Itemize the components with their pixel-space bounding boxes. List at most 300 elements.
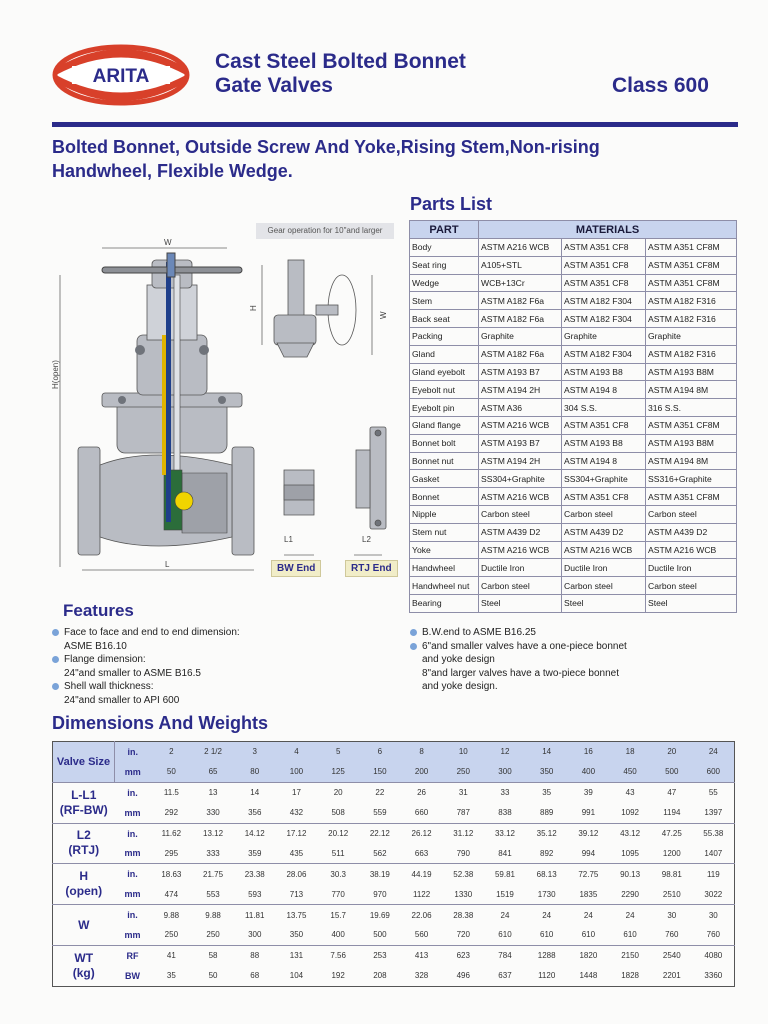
- dim-value: 38.19: [359, 864, 401, 884]
- dim-value: 1519: [496, 889, 514, 899]
- dim-value: 208: [373, 971, 387, 981]
- material-cell: ASTM A182 F316: [646, 310, 737, 328]
- parts-row: [410, 345, 737, 363]
- dim-name: [53, 782, 115, 823]
- size-in: 18: [609, 742, 651, 762]
- unit-label: mm: [124, 889, 141, 900]
- dim-value: 660: [414, 808, 429, 818]
- material-cell: Carbon steel: [646, 505, 737, 523]
- dim-value: 26.12: [401, 823, 443, 843]
- dim-value: 43.12: [609, 823, 651, 843]
- dim-value: 20: [317, 782, 359, 802]
- material-cell: ASTM A439 D2: [646, 523, 737, 541]
- dim-value: 9.88: [151, 905, 193, 925]
- dim-value: 31.12: [442, 823, 484, 843]
- dim-value: 31: [442, 782, 484, 802]
- dim-name: [53, 945, 115, 986]
- dim-value: 15.7: [317, 905, 359, 925]
- dim-value: 2150: [609, 945, 651, 965]
- size-mm: 300: [484, 762, 526, 782]
- feature-text: 6"and smaller valves have a one-piece bonnet: [422, 640, 627, 652]
- part-name: Wedge: [410, 274, 479, 292]
- dim-value: 21.75: [192, 864, 234, 884]
- dim-value: 68: [250, 971, 260, 981]
- dim-value: 1730: [537, 889, 556, 899]
- material-cell: 304 S.S.: [562, 399, 646, 417]
- parts-row: [410, 381, 737, 399]
- size-in: 16: [568, 742, 610, 762]
- dim-value: 560: [414, 930, 429, 940]
- dim-value: 250: [164, 930, 179, 940]
- material-cell: ASTM A182 F316: [646, 292, 737, 310]
- material-cell: ASTM A182 F304: [562, 310, 646, 328]
- dim-value: 359: [248, 848, 262, 858]
- part-name: Handwheel nut: [410, 577, 479, 595]
- material-cell: ASTM A216 WCB: [562, 541, 646, 559]
- size-in: 20: [651, 742, 693, 762]
- dim-value: 511: [331, 848, 345, 858]
- dim-value: 24: [526, 905, 568, 925]
- unit-label: in.: [115, 864, 151, 884]
- dim-value: 2201: [662, 971, 681, 981]
- dim-value: 295: [164, 848, 179, 858]
- dim-value: 593: [248, 889, 262, 899]
- dim-value: 58: [192, 945, 234, 965]
- dim-value: 30: [651, 905, 693, 925]
- parts-table: [409, 220, 737, 613]
- svg-text:H(open): H(open): [51, 360, 60, 389]
- material-cell: ASTM A182 F6a: [479, 310, 562, 328]
- dim-value: 35.12: [526, 823, 568, 843]
- parts-row: [410, 310, 737, 328]
- size-in: 6: [359, 742, 401, 762]
- dim-value: 13: [192, 782, 234, 802]
- part-name: Bonnet nut: [410, 452, 479, 470]
- material-cell: WCB+13Cr: [479, 274, 562, 292]
- svg-text:L2: L2: [362, 535, 371, 544]
- dim-row: [53, 864, 735, 884]
- dim-row: [53, 905, 735, 925]
- parts-row: [410, 239, 737, 257]
- dim-value: 610: [581, 930, 596, 940]
- rtj-end-label: RTJ End: [345, 560, 398, 577]
- material-cell: ASTM A194 8: [562, 452, 646, 470]
- dim-value: 2510: [662, 889, 681, 899]
- parts-row: [410, 594, 737, 612]
- material-cell: Steel: [646, 594, 737, 612]
- dim-value: 39.12: [568, 823, 610, 843]
- material-cell: Ductile Iron: [562, 559, 646, 577]
- material-cell: ASTM A439 D2: [562, 523, 646, 541]
- dim-row: [53, 823, 735, 843]
- dim-value: 292: [164, 808, 179, 818]
- feature-detail: 24"and smaller to ASME B16.5: [64, 667, 201, 679]
- material-cell: Graphite: [562, 327, 646, 345]
- feature-item: [52, 680, 372, 707]
- material-cell: ASTM A439 D2: [479, 523, 562, 541]
- material-cell: ASTM A182 F304: [562, 292, 646, 310]
- material-cell: ASTM A182 F6a: [479, 292, 562, 310]
- svg-text:H: H: [249, 305, 258, 311]
- dim-value: 14.12: [234, 823, 276, 843]
- dim-row: [53, 843, 735, 863]
- dim-value: 22.12: [359, 823, 401, 843]
- size-in: 14: [526, 742, 568, 762]
- part-name: Yoke: [410, 541, 479, 559]
- material-cell: ASTM A194 8M: [646, 381, 737, 399]
- size-mm: 400: [568, 762, 610, 782]
- dim-value: 47: [651, 782, 693, 802]
- svg-text:L: L: [165, 560, 170, 569]
- dim-row: [53, 803, 735, 823]
- material-cell: Steel: [562, 594, 646, 612]
- valve-size-label: Valve Size: [53, 742, 115, 783]
- bullet-icon: [52, 629, 59, 636]
- dim-value: 3360: [704, 971, 723, 981]
- dim-value: 300: [248, 930, 262, 940]
- dim-value: 413: [401, 945, 443, 965]
- size-mm: 100: [276, 762, 318, 782]
- dim-value: 18.63: [151, 864, 193, 884]
- dim-value: 663: [414, 848, 429, 858]
- dim-value: 43: [609, 782, 651, 802]
- dim-value: 991: [581, 808, 596, 818]
- size-in: 5: [317, 742, 359, 762]
- dim-value: 9.88: [192, 905, 234, 925]
- page-title: Cast Steel Bolted Bonnet Gate Valves: [215, 50, 466, 97]
- material-cell: ASTM A216 WCB: [646, 541, 737, 559]
- size-in: 2 1/2: [192, 742, 234, 762]
- part-name: Nipple: [410, 505, 479, 523]
- dim-value: 24: [484, 905, 526, 925]
- material-cell: ASTM A193 B7: [479, 363, 562, 381]
- parts-row: [410, 327, 737, 345]
- dim-value: 350: [289, 930, 304, 940]
- dim-name-line: L-L1: [71, 787, 97, 802]
- bullet-icon: [52, 656, 59, 663]
- dim-value: 559: [373, 808, 387, 818]
- unit-label: in.: [115, 905, 151, 925]
- feature-item: [410, 626, 730, 640]
- features-right: [410, 626, 730, 694]
- dim-value: 435: [289, 848, 304, 858]
- dim-value: 1407: [704, 848, 723, 858]
- dim-value: 22: [359, 782, 401, 802]
- parts-row: [410, 399, 737, 417]
- material-cell: ASTM A194 8M: [646, 452, 737, 470]
- dim-value: 1397: [704, 808, 723, 818]
- material-cell: 316 S.S.: [646, 399, 737, 417]
- part-name: Handwheel: [410, 559, 479, 577]
- unit-label: mm: [124, 807, 141, 818]
- dim-value: 20.12: [317, 823, 359, 843]
- size-in: 24: [693, 742, 735, 762]
- arita-logo: [52, 44, 190, 106]
- dim-value: 7.56: [317, 945, 359, 965]
- size-mm: 150: [359, 762, 401, 782]
- dim-name-sub: (kg): [72, 965, 95, 980]
- dim-value: 28.38: [442, 905, 484, 925]
- material-cell: ASTM A194 2H: [479, 452, 562, 470]
- parts-row: [410, 559, 737, 577]
- feature-detail: 8"and larger valves have a two-piece bonnet: [422, 667, 620, 679]
- dim-row: [53, 945, 735, 965]
- dim-value: 790: [456, 848, 470, 858]
- dim-name-sub: (open): [65, 884, 103, 899]
- dim-value: 24: [568, 905, 610, 925]
- dim-row: [53, 966, 735, 986]
- svg-text:W: W: [164, 238, 172, 247]
- part-name: Gasket: [410, 470, 479, 488]
- dim-row: [53, 782, 735, 802]
- material-cell: Graphite: [646, 327, 737, 345]
- dim-value: 26: [401, 782, 443, 802]
- material-cell: ASTM A193 B8: [562, 434, 646, 452]
- material-cell: SS316+Graphite: [646, 470, 737, 488]
- material-cell: ASTM A182 F6a: [479, 345, 562, 363]
- parts-row: [410, 363, 737, 381]
- dim-value: 33: [484, 782, 526, 802]
- material-cell: ASTM A216 WCB: [479, 488, 562, 506]
- dim-value: 889: [540, 808, 554, 818]
- dim-value: 88: [234, 945, 276, 965]
- size-mm: 50: [151, 762, 193, 782]
- dim-value: 970: [373, 889, 387, 899]
- feature-item: [52, 653, 372, 680]
- size-mm: 450: [609, 762, 651, 782]
- dim-value: 55: [693, 782, 735, 802]
- dim-value: 1288: [526, 945, 568, 965]
- feature-text: B.W.end to ASME B16.25: [422, 627, 536, 638]
- dimensions-table: [52, 741, 735, 987]
- material-cell: ASTM A216 WCB: [479, 239, 562, 257]
- dim-value: 11.81: [234, 905, 276, 925]
- dim-value: 562: [373, 848, 387, 858]
- dim-row: [53, 925, 735, 945]
- feature-item: [410, 640, 730, 694]
- dim-value: 841: [498, 848, 512, 858]
- size-mm: 125: [317, 762, 359, 782]
- dim-value: 610: [498, 930, 512, 940]
- dim-value: 17.12: [276, 823, 318, 843]
- parts-row: [410, 434, 737, 452]
- dim-value: 192: [331, 971, 345, 981]
- feature-detail: and yoke design.: [422, 681, 498, 692]
- dim-value: 28.06: [276, 864, 318, 884]
- dim-value: 59.81: [484, 864, 526, 884]
- material-cell: ASTM A351 CF8M: [646, 488, 737, 506]
- parts-row: [410, 256, 737, 274]
- material-cell: ASTM A351 CF8: [562, 239, 646, 257]
- dim-value: 19.69: [359, 905, 401, 925]
- parts-row: [410, 274, 737, 292]
- dim-value: 610: [540, 930, 554, 940]
- material-cell: ASTM A193 B8M: [646, 363, 737, 381]
- feature-detail: 24"and smaller to API 600: [64, 694, 180, 706]
- material-cell: ASTM A351 CF8M: [646, 239, 737, 257]
- unit-label: in.: [115, 782, 151, 802]
- size-row-in: [53, 742, 735, 762]
- material-cell: ASTM A194 8: [562, 381, 646, 399]
- gear-operation-note: Gear operation for 10"and larger: [256, 223, 394, 239]
- size-in: 2: [151, 742, 193, 762]
- features-title: Features: [63, 601, 134, 620]
- size-in: 4: [276, 742, 318, 762]
- dim-value: 11.62: [151, 823, 193, 843]
- dim-value: 784: [484, 945, 526, 965]
- dim-value: 98.81: [651, 864, 693, 884]
- dim-value: 23.38: [234, 864, 276, 884]
- dim-value: 1448: [579, 971, 598, 981]
- dim-value: 253: [359, 945, 401, 965]
- feature-detail: ASME B16.10: [64, 640, 127, 652]
- size-mm: 80: [234, 762, 276, 782]
- feature-text: Shell wall thickness:: [64, 681, 154, 692]
- size-mm: 600: [693, 762, 735, 782]
- size-mm: 250: [442, 762, 484, 782]
- dim-value: 22.06: [401, 905, 443, 925]
- bullet-icon: [52, 683, 59, 690]
- material-cell: ASTM A351 CF8: [562, 256, 646, 274]
- dim-value: 52.38: [442, 864, 484, 884]
- material-cell: ASTM A193 B8: [562, 363, 646, 381]
- dim-value: 720: [456, 930, 470, 940]
- material-cell: ASTM A351 CF8: [562, 274, 646, 292]
- dim-value: 2290: [621, 889, 639, 899]
- part-name: Body: [410, 239, 479, 257]
- bw-end-label: BW End: [271, 560, 321, 577]
- part-name: Stem nut: [410, 523, 479, 541]
- logo-text: ARITA: [92, 66, 150, 87]
- dim-value: 13.75: [276, 905, 318, 925]
- material-cell: ASTM A182 F304: [562, 345, 646, 363]
- dim-name-line: L2: [76, 828, 91, 843]
- part-name: Eyebolt nut: [410, 381, 479, 399]
- dim-value: 13.12: [192, 823, 234, 843]
- dim-value: 2540: [651, 945, 693, 965]
- dim-name-line: W: [78, 917, 90, 932]
- dim-name-sub: (RTJ): [68, 843, 100, 858]
- size-mm: 65: [192, 762, 234, 782]
- material-cell: ASTM A351 CF8M: [646, 416, 737, 434]
- dim-value: 1200: [662, 848, 681, 858]
- material-cell: ASTM A182 F316: [646, 345, 737, 363]
- unit-label: BW: [125, 970, 140, 981]
- dim-value: 333: [206, 848, 220, 858]
- dim-value: 432: [289, 808, 304, 818]
- size-mm: 350: [526, 762, 568, 782]
- material-cell: ASTM A36: [479, 399, 562, 417]
- material-cell: Carbon steel: [479, 577, 562, 595]
- dim-value: 474: [164, 889, 179, 899]
- parts-row: [410, 488, 737, 506]
- feature-text: Face to face and end to end dimension:: [64, 627, 240, 638]
- material-cell: ASTM A351 CF8M: [646, 274, 737, 292]
- dim-value: 1194: [663, 808, 681, 818]
- dim-value: 400: [331, 930, 345, 940]
- dim-value: 1835: [579, 889, 598, 899]
- dim-value: 72.75: [568, 864, 610, 884]
- dim-value: 47.25: [651, 823, 693, 843]
- dim-value: 17: [276, 782, 318, 802]
- dim-value: 623: [442, 945, 484, 965]
- dim-name: [53, 864, 115, 905]
- dim-value: 11.5: [151, 782, 193, 802]
- dim-value: 41: [151, 945, 193, 965]
- dim-value: 3022: [704, 889, 723, 899]
- part-name: Bonnet: [410, 488, 479, 506]
- part-name: Gland flange: [410, 416, 479, 434]
- dim-value: 55.38: [693, 823, 735, 843]
- dim-value: 787: [456, 808, 470, 818]
- size-in: 3: [234, 742, 276, 762]
- parts-row: [410, 541, 737, 559]
- dim-value: 994: [581, 848, 596, 858]
- part-name: Back seat: [410, 310, 479, 328]
- dim-value: 838: [498, 808, 512, 818]
- dim-value: 50: [208, 971, 218, 981]
- bullet-icon: [410, 629, 417, 636]
- dim-value: 553: [206, 889, 220, 899]
- dim-value: 508: [331, 808, 345, 818]
- feature-detail: and yoke design: [422, 654, 495, 665]
- dim-value: 328: [414, 971, 429, 981]
- material-cell: A105+STL: [479, 256, 562, 274]
- material-cell: ASTM A216 WCB: [479, 416, 562, 434]
- dim-value: 39: [568, 782, 610, 802]
- dim-name: [53, 823, 115, 864]
- material-cell: Steel: [479, 594, 562, 612]
- unit-label: mm: [115, 762, 151, 782]
- svg-text:W: W: [379, 311, 388, 319]
- valve-drawing: [52, 215, 400, 590]
- part-name: Gland eyebolt: [410, 363, 479, 381]
- features-left: [52, 626, 372, 707]
- material-cell: Carbon steel: [479, 505, 562, 523]
- parts-row: [410, 577, 737, 595]
- dim-value: 1122: [412, 889, 431, 899]
- dim-value: 637: [498, 971, 512, 981]
- size-in: 10: [442, 742, 484, 762]
- feature-item: [52, 626, 372, 653]
- dim-row: [53, 884, 735, 904]
- material-cell: Carbon steel: [646, 577, 737, 595]
- part-name: Eyebolt pin: [410, 399, 479, 417]
- dim-value: 131: [276, 945, 318, 965]
- dim-value: 496: [456, 971, 470, 981]
- dim-value: 33.12: [484, 823, 526, 843]
- material-cell: ASTM A216 WCB: [479, 541, 562, 559]
- header-rule: [52, 122, 738, 127]
- dim-value: 1820: [568, 945, 610, 965]
- dim-value: 90.13: [609, 864, 651, 884]
- dim-name: [53, 905, 115, 946]
- parts-row: [410, 416, 737, 434]
- size-in: 8: [401, 742, 443, 762]
- dim-value: 892: [540, 848, 554, 858]
- dim-value: 1095: [621, 848, 639, 858]
- material-cell: Ductile Iron: [479, 559, 562, 577]
- dim-value: 30.3: [317, 864, 359, 884]
- size-row-mm: [53, 762, 735, 782]
- material-cell: Carbon steel: [562, 577, 646, 595]
- dim-value: 68.13: [526, 864, 568, 884]
- size-mm: 500: [651, 762, 693, 782]
- unit-label: RF: [115, 945, 151, 965]
- part-name: Bonnet bolt: [410, 434, 479, 452]
- bullet-icon: [410, 643, 417, 650]
- feature-text: Flange dimension:: [64, 654, 146, 665]
